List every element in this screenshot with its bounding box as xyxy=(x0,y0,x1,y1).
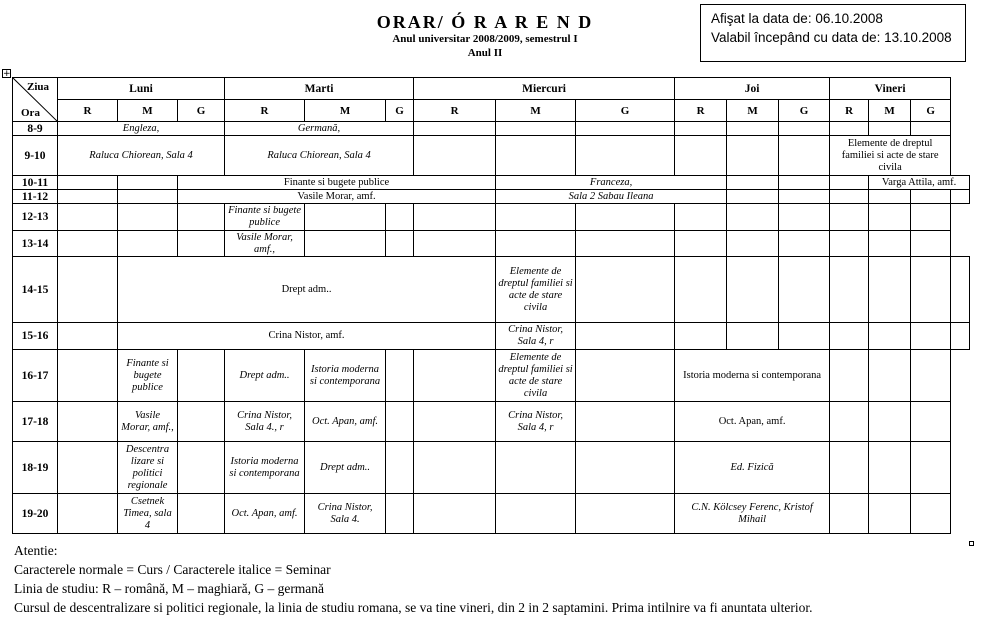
empty-cell xyxy=(58,204,118,231)
empty-cell xyxy=(869,204,911,231)
hour-label: 10-11 xyxy=(13,176,58,190)
empty-cell xyxy=(779,190,830,204)
course-cell: Drept adm.. xyxy=(118,257,496,323)
course-cell: Franceza, xyxy=(496,176,727,190)
empty-cell xyxy=(779,122,830,136)
course-cell: Elemente de dreptul familiei si acte de stare civila xyxy=(496,257,576,323)
footer-course-note: Cursul de descentralizare si politici regionale, la linia de studiu romana, se va tine vineri, din 2 in 2 saptamini. Prima intilnire va fi anuntata ulterior. xyxy=(14,600,813,615)
empty-cell xyxy=(869,190,911,204)
course-cell: Istoria moderna si contemporana xyxy=(675,350,830,402)
empty-cell xyxy=(178,350,225,402)
empty-cell xyxy=(496,204,576,231)
empty-cell xyxy=(869,122,911,136)
hour-row-14-15 xyxy=(13,257,970,323)
empty-cell xyxy=(118,190,178,204)
empty-cell xyxy=(414,231,496,257)
line-header-m: M xyxy=(305,100,386,122)
empty-cell xyxy=(675,122,727,136)
empty-cell xyxy=(830,204,869,231)
empty-cell xyxy=(675,231,727,257)
empty-cell xyxy=(58,442,118,494)
corner-cell xyxy=(13,78,58,122)
course-cell: Oct. Apan, amf. xyxy=(305,402,386,442)
hour-label: 11-12 xyxy=(13,190,58,204)
line-header-row xyxy=(13,100,970,122)
empty-cell xyxy=(727,190,779,204)
course-cell: Raluca Chiorean, Sala 4 xyxy=(58,136,225,176)
footer-legend-style: Caracterele normale = Curs / Caracterele italice = Seminar xyxy=(14,562,331,577)
empty-cell xyxy=(727,323,779,350)
empty-cell xyxy=(386,494,414,534)
notice-box xyxy=(700,4,966,62)
day-header-joi: Joi xyxy=(675,78,830,100)
empty-cell xyxy=(675,204,727,231)
empty-cell xyxy=(414,494,496,534)
hour-row-16-17 xyxy=(13,350,970,402)
course-cell: Crina Nistor, Sala 4, r xyxy=(496,323,576,350)
empty-cell xyxy=(830,231,869,257)
empty-cell xyxy=(58,231,118,257)
empty-cell xyxy=(496,122,576,136)
course-cell: Crina Nistor, Sala 4., r xyxy=(225,402,305,442)
hour-row-13-14 xyxy=(13,231,970,257)
schedule-table xyxy=(12,77,970,534)
empty-cell xyxy=(911,494,951,534)
course-cell: Elemente de dreptul familiei si acte de stare civila xyxy=(830,136,951,176)
empty-cell xyxy=(386,442,414,494)
empty-cell xyxy=(675,136,727,176)
empty-cell xyxy=(727,257,779,323)
empty-cell xyxy=(830,122,869,136)
empty-cell xyxy=(58,190,118,204)
table-resize-handle-icon[interactable] xyxy=(969,541,974,546)
empty-cell xyxy=(830,350,869,402)
empty-cell xyxy=(576,122,675,136)
empty-cell xyxy=(118,204,178,231)
empty-cell xyxy=(869,350,911,402)
hour-label: 16-17 xyxy=(13,350,58,402)
course-cell: Istoria moderna si contemporana xyxy=(305,350,386,402)
hour-row-17-18 xyxy=(13,402,970,442)
empty-cell xyxy=(675,257,727,323)
hour-row-9-10 xyxy=(13,136,970,176)
hour-row-8-9 xyxy=(13,122,970,136)
empty-cell xyxy=(727,122,779,136)
hour-row-12-13 xyxy=(13,204,970,231)
line-header-g: G xyxy=(386,100,414,122)
empty-cell xyxy=(58,176,118,190)
empty-cell xyxy=(496,494,576,534)
empty-cell xyxy=(178,494,225,534)
corner-day-label: Ziua xyxy=(26,81,49,93)
day-header-row xyxy=(13,78,970,100)
hour-label: 19-20 xyxy=(13,494,58,534)
line-header-r: R xyxy=(225,100,305,122)
hour-row-18-19 xyxy=(13,442,970,494)
hour-row-19-20 xyxy=(13,494,970,534)
title-block xyxy=(330,12,640,60)
footer-legend-lines: Linia de studiu: R – română, M – maghiară, G – germană xyxy=(14,581,325,596)
empty-cell xyxy=(869,231,911,257)
empty-cell xyxy=(727,176,779,190)
line-header-m: M xyxy=(727,100,779,122)
corner-hour-label: Ora xyxy=(21,107,40,119)
empty-cell xyxy=(576,136,675,176)
line-header-r: R xyxy=(830,100,869,122)
empty-cell xyxy=(576,323,675,350)
empty-cell xyxy=(869,494,911,534)
footer-attention: Atentie: xyxy=(14,543,58,558)
empty-cell xyxy=(576,204,675,231)
empty-cell xyxy=(414,350,496,402)
empty-cell xyxy=(496,136,576,176)
empty-cell xyxy=(830,442,869,494)
empty-cell xyxy=(58,323,118,350)
line-header-r: R xyxy=(675,100,727,122)
empty-cell xyxy=(576,231,675,257)
hour-row-15-16 xyxy=(13,323,970,350)
table-move-handle-icon[interactable]: + xyxy=(3,69,11,79)
day-header-marti: Marti xyxy=(225,78,414,100)
empty-cell xyxy=(118,176,178,190)
line-header-m: M xyxy=(869,100,911,122)
valid-from-date: Valabil începând cu data de: 13.10.2008 xyxy=(711,30,952,45)
academic-year: Anul universitar 2008/2009, semestrul I xyxy=(392,33,578,45)
empty-cell xyxy=(830,257,869,323)
course-cell: Varga Attila, amf. xyxy=(869,176,970,190)
hour-label: 18-19 xyxy=(13,442,58,494)
empty-cell xyxy=(576,402,675,442)
course-cell: Crina Nistor, Sala 4, r xyxy=(496,402,576,442)
empty-cell xyxy=(414,136,496,176)
hour-label: 12-13 xyxy=(13,204,58,231)
course-cell: Crina Nistor, Sala 4. xyxy=(305,494,386,534)
hour-row-10-11 xyxy=(13,176,970,190)
empty-cell xyxy=(869,402,911,442)
empty-cell xyxy=(496,442,576,494)
course-cell: Descentra lizare si politici regionale xyxy=(118,442,178,494)
empty-cell xyxy=(576,257,675,323)
empty-cell xyxy=(951,323,970,350)
hour-label: 8-9 xyxy=(13,122,58,136)
empty-cell xyxy=(414,204,496,231)
page-title: ORAR/ Ó R A R E N D xyxy=(376,12,594,32)
empty-cell xyxy=(951,257,970,323)
line-header-r: R xyxy=(58,100,118,122)
empty-cell xyxy=(779,257,830,323)
empty-cell xyxy=(576,442,675,494)
course-cell: Engleza, xyxy=(58,122,225,136)
line-header-g: G xyxy=(178,100,225,122)
empty-cell xyxy=(305,204,386,231)
line-header-m: M xyxy=(118,100,178,122)
empty-cell xyxy=(58,494,118,534)
course-cell: Oct. Apan, amf. xyxy=(675,402,830,442)
empty-cell xyxy=(178,231,225,257)
empty-cell xyxy=(576,494,675,534)
course-cell: Finante si bugete publice xyxy=(118,350,178,402)
empty-cell xyxy=(779,176,830,190)
footer-notes xyxy=(14,541,813,617)
empty-cell xyxy=(779,323,830,350)
line-header-m: M xyxy=(496,100,576,122)
course-cell: Finante si bugete publice xyxy=(178,176,496,190)
line-header-g: G xyxy=(911,100,951,122)
empty-cell xyxy=(830,402,869,442)
empty-cell xyxy=(830,176,869,190)
empty-cell xyxy=(118,231,178,257)
course-cell: Vasile Morar, amf. xyxy=(178,190,496,204)
empty-cell xyxy=(951,190,970,204)
empty-cell xyxy=(675,323,727,350)
course-cell: Oct. Apan, amf. xyxy=(225,494,305,534)
empty-cell xyxy=(727,204,779,231)
empty-cell xyxy=(911,402,951,442)
empty-cell xyxy=(779,136,830,176)
empty-cell xyxy=(178,204,225,231)
line-header-g: G xyxy=(779,100,830,122)
line-header-r: R xyxy=(414,100,496,122)
course-cell: Elemente de dreptul familiei si acte de stare civila xyxy=(496,350,576,402)
hour-label: 17-18 xyxy=(13,402,58,442)
day-header-miercuri: Miercuri xyxy=(414,78,675,100)
line-header-g: G xyxy=(576,100,675,122)
empty-cell xyxy=(414,442,496,494)
empty-cell xyxy=(58,402,118,442)
course-cell: Vasile Morar, amf., xyxy=(225,231,305,257)
empty-cell xyxy=(911,190,951,204)
hour-label: 13-14 xyxy=(13,231,58,257)
course-cell: Finante si bugete publice xyxy=(225,204,305,231)
day-header-vineri: Vineri xyxy=(830,78,951,100)
empty-cell xyxy=(386,402,414,442)
course-cell: Raluca Chiorean, Sala 4 xyxy=(225,136,414,176)
study-year: Anul II xyxy=(467,47,503,59)
empty-cell xyxy=(727,231,779,257)
empty-cell xyxy=(911,323,951,350)
hour-label: 15-16 xyxy=(13,323,58,350)
empty-cell xyxy=(386,204,414,231)
empty-cell xyxy=(178,442,225,494)
empty-cell xyxy=(869,323,911,350)
empty-cell xyxy=(727,136,779,176)
empty-cell xyxy=(414,402,496,442)
course-cell: Sala 2 Sabau Ileana xyxy=(496,190,727,204)
course-cell: Germană, xyxy=(225,122,414,136)
empty-cell xyxy=(305,231,386,257)
empty-cell xyxy=(830,323,869,350)
hour-label: 9-10 xyxy=(13,136,58,176)
hour-row-11-12 xyxy=(13,190,970,204)
empty-cell xyxy=(830,494,869,534)
empty-cell xyxy=(911,350,951,402)
empty-cell xyxy=(869,257,911,323)
empty-cell xyxy=(178,402,225,442)
empty-cell xyxy=(576,350,675,402)
empty-cell xyxy=(911,231,951,257)
empty-cell xyxy=(911,204,951,231)
hour-label: 14-15 xyxy=(13,257,58,323)
empty-cell xyxy=(386,231,414,257)
empty-cell xyxy=(58,257,118,323)
empty-cell xyxy=(414,122,496,136)
posted-date: Afişat la data de: 06.10.2008 xyxy=(711,11,883,26)
empty-cell xyxy=(911,257,951,323)
day-header-luni: Luni xyxy=(58,78,225,100)
empty-cell xyxy=(869,442,911,494)
course-cell: Drept adm.. xyxy=(305,442,386,494)
course-cell: Drept adm.. xyxy=(225,350,305,402)
empty-cell xyxy=(58,350,118,402)
empty-cell xyxy=(496,231,576,257)
empty-cell xyxy=(911,442,951,494)
course-cell: Crina Nistor, amf. xyxy=(118,323,496,350)
course-cell: Ed. Fizică xyxy=(675,442,830,494)
empty-cell xyxy=(911,122,951,136)
empty-cell xyxy=(779,231,830,257)
empty-cell xyxy=(386,350,414,402)
course-cell: C.N. Kölcsey Ferenc, Kristof Mihail xyxy=(675,494,830,534)
course-cell: Istoria moderna si contemporana xyxy=(225,442,305,494)
empty-cell xyxy=(830,190,869,204)
course-cell: Csetnek Timea, sala 4 xyxy=(118,494,178,534)
course-cell: Vasile Morar, amf., xyxy=(118,402,178,442)
empty-cell xyxy=(779,204,830,231)
